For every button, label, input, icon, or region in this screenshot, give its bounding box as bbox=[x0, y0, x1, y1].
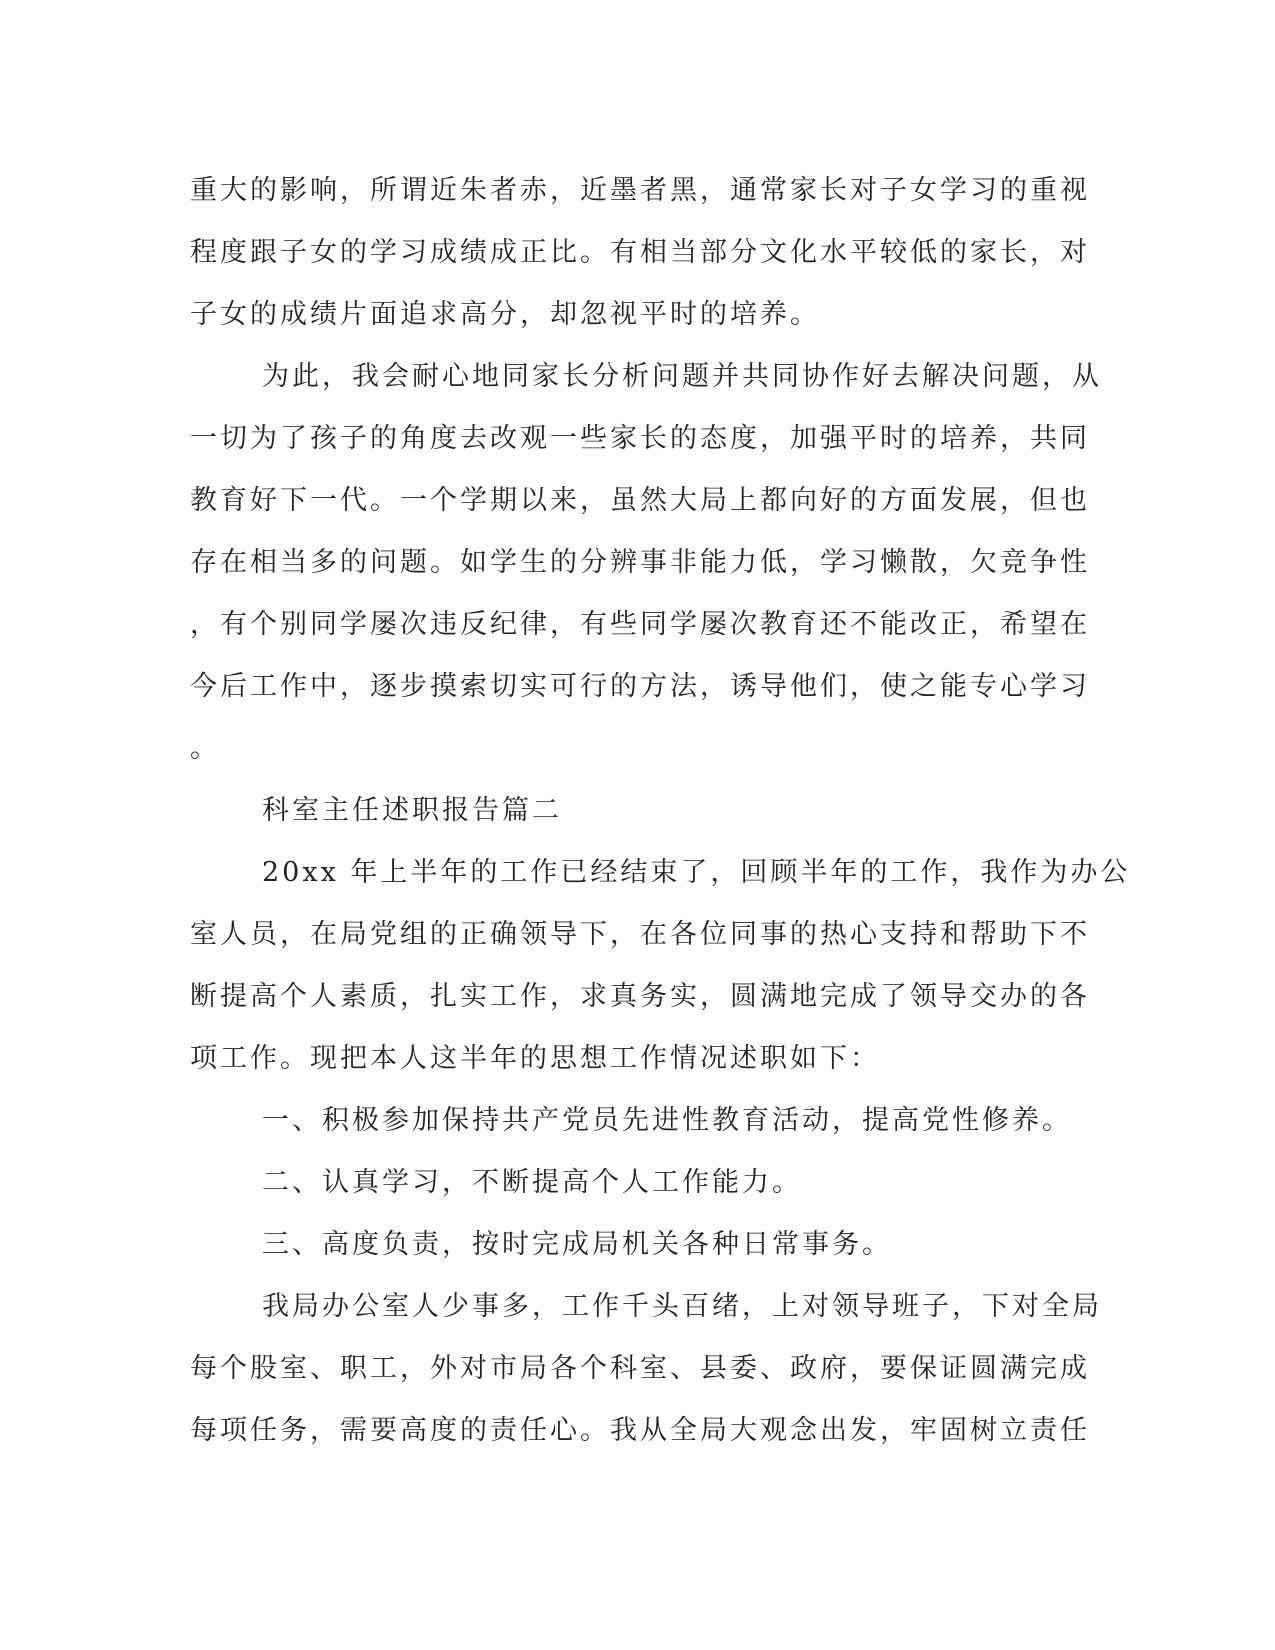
paragraph-start-line: 20xx 年上半年的工作已经结束了，回顾半年的工作，我作为办公 bbox=[262, 857, 1131, 888]
text-line: 重大的影响，所谓近朱者赤，近墨者黑，通常家长对子女学习的重视 bbox=[190, 175, 1090, 206]
text-line: 室人员，在局党组的正确领导下，在各位同事的热心支持和帮助下不 bbox=[190, 919, 1090, 950]
text-line: ，有个别同学屡次违反纪律，有些同学屡次教育还不能改正，希望在 bbox=[190, 609, 1090, 640]
paragraph-start-line: 为此，我会耐心地同家长分析问题并共同协作好去解决问题，从 bbox=[262, 361, 1102, 392]
text-line: 存在相当多的问题。如学生的分辨事非能力低，学习懒散，欠竞争性 bbox=[190, 547, 1090, 578]
text-line: 每项任务，需要高度的责任心。我从全局大观念出发，牢固树立责任 bbox=[190, 1415, 1090, 1446]
paragraph-start-line: 我局办公室人少事多，工作千头百绪，上对领导班子，下对全局 bbox=[262, 1291, 1102, 1322]
text-line: 教育好下一代。一个学期以来，虽然大局上都向好的方面发展，但也 bbox=[190, 485, 1090, 516]
list-item: 一、积极参加保持共产党员先进性教育活动，提高党性修养。 bbox=[262, 1105, 1072, 1136]
text-line: 今后工作中，逐步摸索切实可行的方法，诱导他们，使之能专心学习 bbox=[190, 671, 1090, 702]
text-line: 每个股室、职工，外对市局各个科室、县委、政府，要保证圆满完成 bbox=[190, 1353, 1090, 1384]
list-item: 三、高度负责，按时完成局机关各种日常事务。 bbox=[262, 1229, 892, 1260]
text-line: 断提高个人素质，扎实工作，求真务实，圆满地完成了领导交办的各 bbox=[190, 981, 1090, 1012]
text-line: 一切为了孩子的角度去改观一些家长的态度，加强平时的培养，共同 bbox=[190, 423, 1090, 454]
text-line: 子女的成绩片面追求高分，却忽视平时的培养。 bbox=[190, 299, 820, 330]
section-heading: 科室主任述职报告篇二 bbox=[262, 795, 562, 826]
text-line: 项工作。现把本人这半年的思想工作情况述职如下： bbox=[190, 1043, 880, 1074]
list-item: 二、认真学习，不断提高个人工作能力。 bbox=[262, 1167, 802, 1198]
text-line: 程度跟子女的学习成绩成正比。有相当部分文化水平较低的家长，对 bbox=[190, 237, 1090, 268]
text-line: 。 bbox=[190, 733, 220, 764]
document-body bbox=[190, 160, 1131, 1462]
